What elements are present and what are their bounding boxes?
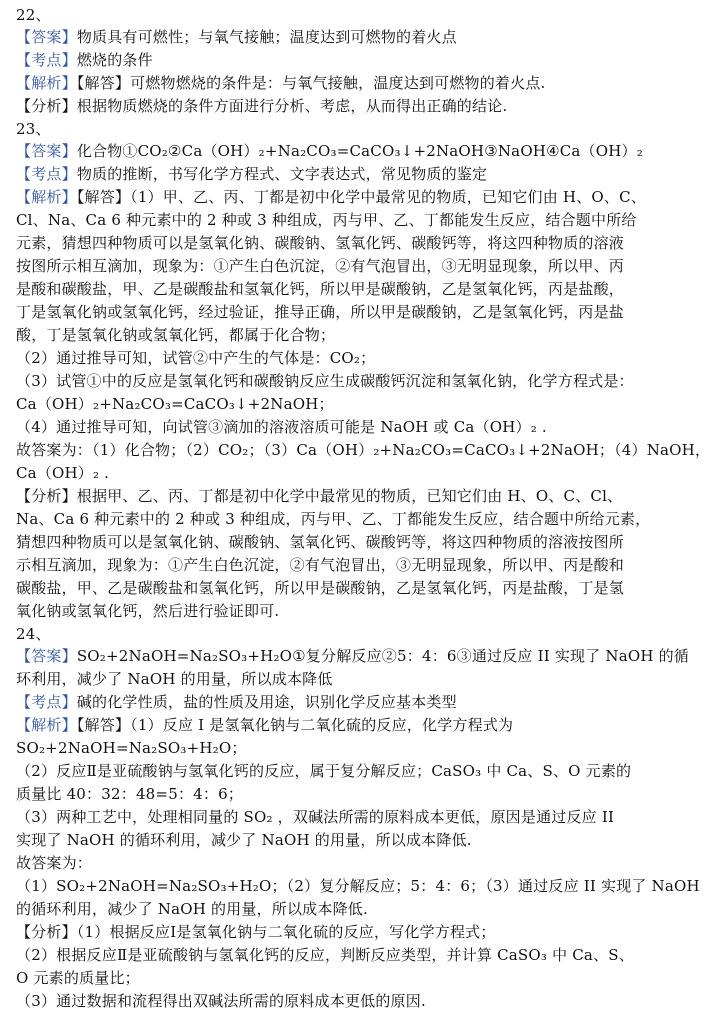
body-line: 故答案为：（1）化合物；（2）CO₂；（3）Ca（OH）₂+Na₂CO₃=CaCO₃↓+2NaOH；（4）NaOH， bbox=[16, 441, 710, 459]
body-line: （4）通过推导可知，向试管③滴加的溶液溶质可能是 NaOH 或 Ca（OH）₂ . bbox=[16, 418, 547, 436]
kaodian-tag: 【考点】 bbox=[16, 51, 77, 69]
body-line: （2）根据反应Ⅱ是亚硫酸钠与氢氧化钙的反应，判断反应类型，并计算 CaSO₃ 中 Ca、S、 bbox=[16, 946, 634, 964]
body-line: 丁是氢氧化钠或氢氧化钙，经过验证，推导正确，所以甲是碳酸钠，乙是氢氧化钙，丙是盐 bbox=[16, 303, 625, 321]
body-line: 按图所示相互滴加，现象为：①产生白色沉淀，②有气泡冒出，③无明显现象，所以甲、丙 bbox=[16, 257, 625, 275]
question-number: 22、 bbox=[16, 6, 51, 24]
body-line: （3）两种工艺中，处理相同量的 SO₂ ，双碱法所需的原料成本更低，原因是通过反应 II bbox=[16, 808, 615, 826]
jiexi-text: 【解答】（1）反应 I 是氢氧化钠与二氧化硫的反应，化学方程式为 bbox=[76, 716, 514, 734]
body-line: （2）通过推导可知，试管②中产生的气体是：CO₂； bbox=[16, 349, 376, 367]
kaodian-line bbox=[16, 163, 626, 186]
answer-line bbox=[16, 26, 626, 49]
jiexi-line bbox=[16, 186, 646, 209]
body-line: 示相互滴加，现象为：①产生白色沉淀，②有气泡冒出，③无明显现象，所以甲、丙是酸和 bbox=[16, 556, 625, 574]
kaodian-text: 燃烧的条件 bbox=[76, 51, 153, 69]
jiexi-line bbox=[16, 714, 626, 737]
answer-text: SO₂+2NaOH=Na₂SO₃+H₂O①复分解反应②5：4：6③通过反应 II 实现了 NaOH 的循 bbox=[76, 647, 690, 665]
jiexi-tag: 【解析】 bbox=[16, 188, 77, 206]
body-line: Ca（OH）₂+Na₂CO₃=CaCO₃↓+2NaOH； bbox=[16, 395, 334, 413]
kaodian-line bbox=[16, 691, 626, 714]
jiexi-tag: 【解析】 bbox=[16, 74, 77, 92]
body-line: 的循环利用，减少了 NaOH 的用量，所以成本降低. bbox=[16, 900, 368, 918]
answer-cont-line: 环利用，减少了 NaOH 的用量，所以成本降低 bbox=[16, 670, 333, 688]
body-line: 质量比 40：32：48=5：4：6； bbox=[16, 785, 244, 803]
jiexi-tag: 【解析】 bbox=[16, 716, 77, 734]
jiexi-text: 【解答】可燃物燃烧的条件是：与氧气接触，温度达到可燃物的着火点. bbox=[76, 74, 546, 92]
body-line: 氧化钠或氢氧化钙，然后进行验证即可. bbox=[16, 602, 280, 620]
answer-line bbox=[16, 140, 643, 163]
kaodian-tag: 【考点】 bbox=[16, 165, 77, 183]
answer-tag: 【答案】 bbox=[16, 28, 77, 46]
body-line: （3）通过数据和流程得出双碱法所需的原料成本更低的原因. bbox=[16, 992, 426, 1010]
body-line: SO₂+2NaOH=Na₂SO₃+H₂O； bbox=[16, 739, 247, 757]
body-line: 碳酸盐，甲、乙是碳酸盐和氢氧化钙，所以甲是碳酸钠，乙是氢氧化钙，丙是盐酸，丁是氢 bbox=[16, 579, 625, 597]
fenxi-line: 【分析】根据物质燃烧的条件方面进行分析、考虑，从而得出正确的结论. bbox=[16, 97, 508, 115]
body-line: Na、Ca 6 种元素中的 2 种或 3 种组成，丙与甲、乙、丁都能发生反应，结合题中所给元素， bbox=[16, 510, 651, 528]
kaodian-text: 物质的推断，书写化学方程式、文字表达式，常见物质的鉴定 bbox=[76, 165, 488, 183]
body-line: 【分析】（1）根据反应Ⅰ是氢氧化钠与二氧化硫的反应，写化学方程式； bbox=[16, 923, 496, 941]
body-line: Ca（OH）₂ . bbox=[16, 464, 110, 482]
body-line: 实现了 NaOH 的循环利用，减少了 NaOH 的用量，所以成本降低. bbox=[16, 831, 472, 849]
body-line: （1）SO₂+2NaOH=Na₂SO₃+H₂O；（2）复分解反应；5：4：6；（3）通过反应 II 实现了 NaOH bbox=[16, 877, 700, 895]
kaodian-tag: 【考点】 bbox=[16, 693, 77, 711]
body-line: 故答案为： bbox=[16, 854, 93, 872]
answer-tag: 【答案】 bbox=[16, 647, 77, 665]
answer-tag: 【答案】 bbox=[16, 142, 77, 160]
kaodian-text: 碱的化学性质，盐的性质及用途，识别化学反应基本类型 bbox=[76, 693, 457, 711]
body-line: 元素，猜想四种物质可以是氢氧化钠、碳酸钠、氢氧化钙、碳酸钙等，将这四种物质的溶液 bbox=[16, 234, 625, 252]
body-line: （3）试管①中的反应是氢氧化钙和碳酸钠反应生成碳酸钙沉淀和氢氧化钠，化学方程式是： bbox=[16, 372, 634, 390]
question-number: 24、 bbox=[16, 625, 51, 643]
body-line: 猜想四种物质可以是氢氧化钠、碳酸钠、氢氧化钙、碳酸钙等，将这四种物质的溶液按图所 bbox=[16, 533, 625, 551]
jiexi-line bbox=[16, 72, 626, 95]
body-line: O 元素的质量比； bbox=[16, 969, 140, 987]
body-line: 酸，丁是氢氧化钠或氢氧化钙，都属于化合物； bbox=[16, 326, 336, 344]
body-line: 是酸和碳酸盐，甲、乙是碳酸盐和氢氧化钙，所以甲是碳酸钠，乙是氢氧化钙，丙是盐酸， bbox=[16, 280, 625, 298]
question-number: 23、 bbox=[16, 120, 51, 138]
body-line: 【分析】根据甲、乙、丙、丁都是初中化学中最常见的物质，已知它们由 H、O、C、Cl、 bbox=[16, 487, 623, 505]
body-line: Cl、Na、Ca 6 种元素中的 2 种或 3 种组成，丙与甲、乙、丁都能发生反应，结合题中所给 bbox=[16, 211, 637, 229]
jiexi-text: 【解答】（1）甲、乙、丙、丁都是初中化学中最常见的物质，已知它们由 H、O、C、 bbox=[76, 188, 646, 206]
kaodian-line bbox=[16, 49, 626, 72]
answer-text: 物质具有可燃性；与氧气接触；温度达到可燃物的着火点 bbox=[76, 28, 457, 46]
answer-text: 化合物①CO₂②Ca（OH）₂+Na₂CO₃=CaCO₃↓+2NaOH③NaOH④Ca（OH）₂ bbox=[76, 142, 643, 160]
answer-line bbox=[16, 645, 690, 668]
body-line: （2）反应Ⅱ是亚硫酸钠与氢氧化钙的反应，属于复分解反应；CaSO₃ 中 Ca、S、O 元素的 bbox=[16, 762, 632, 780]
